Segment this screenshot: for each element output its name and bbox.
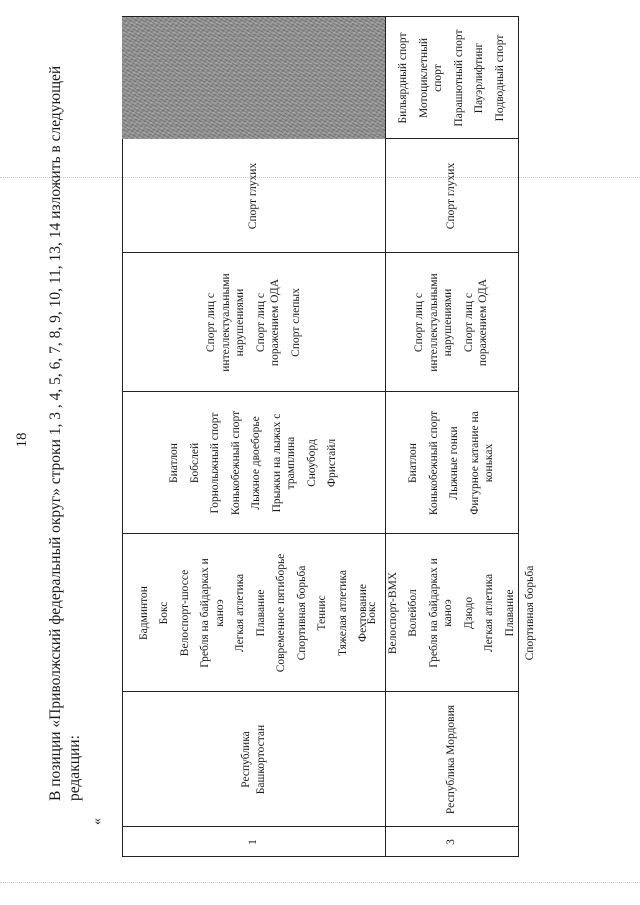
sport-item: Спорт лиц с поражением ОДА: [462, 278, 490, 367]
winter-sports-cell: [385, 394, 518, 532]
winter-sports-cell: [122, 394, 385, 532]
other-sports-cell: [385, 19, 518, 137]
sport-item: Современное пятиборье: [275, 553, 287, 673]
table-border-bottom: [518, 17, 519, 857]
opening-quote: «: [90, 818, 105, 825]
sport-item: Конькобежный спорт: [427, 410, 440, 516]
deaf-sports-cell: [122, 141, 385, 251]
sport-item: Лыжные гонки: [448, 426, 461, 500]
sport-item: Дзюдо: [462, 596, 475, 630]
intro-text-continued: редакции:: [66, 735, 83, 801]
sport-item: Пауэрлифтинг: [473, 42, 485, 114]
sport-item: Спорт слепых: [289, 288, 302, 357]
sport-item: Сноуборд: [305, 439, 318, 487]
sport-item: Биатлон: [407, 443, 420, 483]
sport-item: Волейбол: [407, 589, 420, 637]
sport-item: Конькобежный спорт: [229, 410, 242, 516]
column-divider: [122, 691, 519, 692]
sport-item: Горнолыжный спорт: [209, 412, 222, 514]
shaded-empty-cell: [122, 17, 385, 139]
sport-item: Спорт лиц с интеллектуальными нарушениями: [205, 273, 246, 372]
row-number: [122, 827, 385, 857]
sport-item: Бокс: [158, 601, 170, 625]
region-cell: [385, 694, 518, 825]
sport-item: Плавание: [503, 589, 516, 637]
sport-item: Прыжки на лыжах с трамплина: [270, 413, 298, 513]
sport-item: Спорт глухих: [445, 162, 458, 230]
row-number-text: 1: [247, 839, 260, 845]
sport-item: Легкая атлетика: [234, 573, 246, 653]
sport-item: Бобслей: [188, 442, 201, 484]
column-divider: [122, 391, 519, 392]
sport-item: Спорт глухих: [247, 162, 260, 230]
sport-item: Тяжелая атлетика: [336, 570, 349, 656]
summer-sports-cell: [366, 536, 537, 690]
sport-item: Спортивная борьба: [295, 565, 308, 661]
intro-text: В позиции «Приволжский федеральный округ» строки 1, 3 , 4, 5, 6, 7, 8, 9, 10, 11, 13, 14 изложить в следующей: [47, 65, 64, 801]
region-cell: [122, 694, 385, 825]
sport-item: Плавание: [254, 589, 267, 637]
sport-item: Спорт лиц с поражением ОДА: [254, 278, 281, 367]
deaf-sports-cell: [385, 141, 518, 251]
sport-item: Фехтование: [357, 584, 369, 642]
sport-item: Фигурное катание на коньках: [468, 411, 496, 515]
sport-item: Фристайл: [326, 438, 339, 488]
page-number: 18: [14, 432, 30, 448]
sport-item: Теннис: [316, 595, 328, 631]
sport-item: Парашютный спорт: [452, 29, 465, 127]
column-divider: [122, 533, 519, 534]
region-name: Республика Башкортостан: [240, 724, 267, 795]
sport-item: Лыжное двоеборье: [250, 416, 263, 510]
sport-item: Велоспорт-BMX: [386, 571, 399, 655]
sport-item: Биатлон: [168, 443, 181, 483]
row-number: [385, 827, 518, 857]
sport-item: Бокс: [366, 601, 379, 625]
summer-sports-cell: [122, 536, 385, 690]
adaptive-sports-cell: [122, 255, 385, 390]
sport-item: Велоспорт-шоссе: [178, 569, 191, 657]
sport-item: Гребля на байдарках и каноэ: [199, 558, 226, 668]
column-divider: [122, 252, 519, 253]
sport-item: Мотоциклетный спорт: [417, 38, 444, 118]
sport-item: Подводный спорт: [493, 34, 506, 122]
region-name: Республика Мордовия: [445, 704, 458, 815]
sport-item: Гребля на байдарках и каноэ: [427, 558, 455, 668]
sport-item: Спортивная борьба: [524, 565, 537, 661]
adaptive-sports-cell: [385, 255, 518, 390]
sport-item: Бильярдный спорт: [397, 32, 409, 124]
sport-item: Легкая атлетика: [483, 573, 496, 653]
row-number-text: 3: [445, 839, 458, 845]
sport-item: Спорт лиц с интеллектуальными нарушениями: [413, 273, 455, 372]
sport-item: Бадминтон: [137, 586, 150, 640]
